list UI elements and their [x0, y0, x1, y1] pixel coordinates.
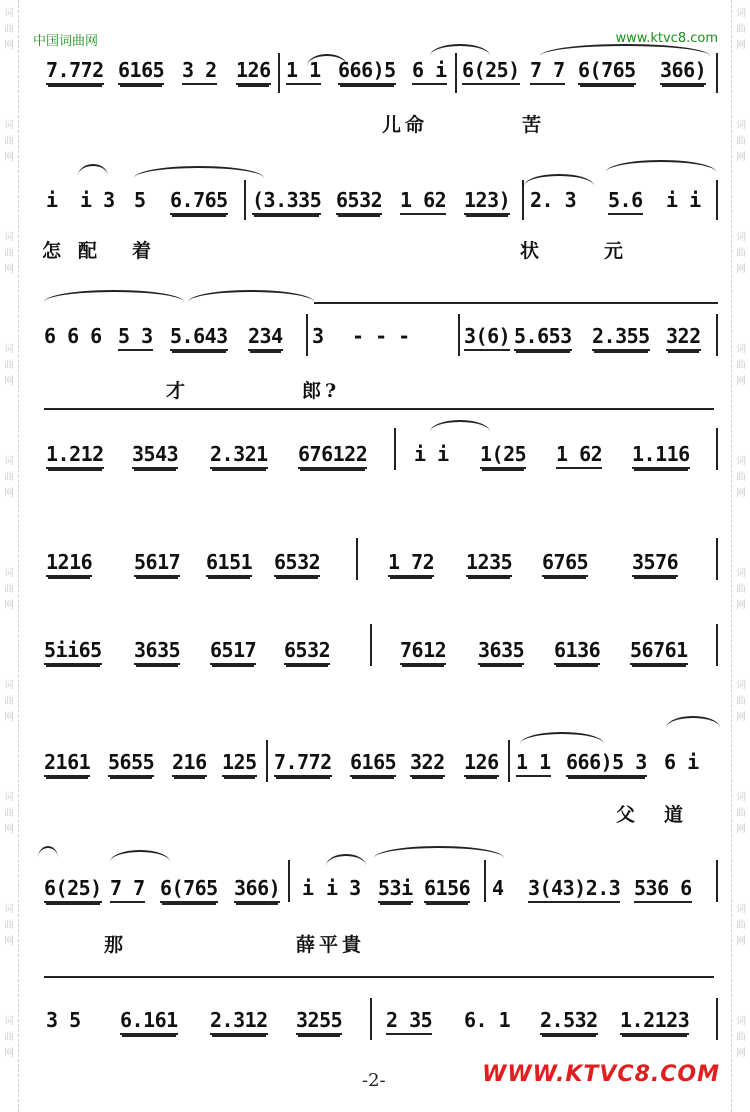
watermark-glyph: 词 — [4, 1016, 14, 1027]
note-group: 6165 — [118, 58, 164, 85]
note-group: 666)5 — [338, 58, 396, 85]
note-group: 6156 — [424, 876, 470, 903]
note-group: 6517 — [210, 638, 256, 665]
note-group: 7.772 — [274, 750, 332, 777]
note-group: i 3 — [80, 188, 115, 212]
note-group: 2. 3 — [530, 188, 577, 212]
note-group: (3.335 — [252, 188, 321, 215]
note-group: 5.6 — [608, 188, 643, 215]
note-group: 53i — [378, 876, 413, 903]
note-group: 6151 — [206, 550, 252, 577]
barline — [266, 740, 268, 782]
note-group: 3576 — [632, 550, 678, 577]
site-name-link[interactable]: 中国词曲网 — [33, 34, 99, 49]
barline — [244, 180, 246, 220]
watermark-glyph: 曲 — [736, 808, 746, 819]
score-system-8 — [30, 840, 720, 960]
note-group: 5655 — [108, 750, 154, 777]
lyric: 苦 — [522, 114, 546, 136]
note-group: 536 6 — [634, 876, 692, 903]
left-watermark-strip — [0, 0, 19, 1112]
note-group: 5.653 — [514, 324, 572, 351]
slur — [314, 302, 718, 304]
note-group: 322 — [410, 750, 445, 777]
note-group: 6136 — [554, 638, 600, 665]
watermark-glyph: 网 — [4, 152, 14, 163]
lyric: 儿命 — [382, 114, 429, 136]
lyric: 着 — [132, 240, 156, 262]
note-group: 6 i — [664, 750, 699, 774]
note-group: 2.355 — [592, 324, 650, 351]
barline — [716, 538, 718, 580]
score-system-5 — [30, 530, 720, 600]
score-system-7 — [30, 716, 720, 826]
note-group: 2.532 — [540, 1008, 598, 1035]
watermark-glyph: 网 — [736, 152, 746, 163]
watermark-glyph: 网 — [4, 488, 14, 499]
slur — [374, 846, 504, 858]
note-group: 666)5 3 — [566, 750, 647, 777]
system-divider — [44, 408, 714, 410]
watermark-glyph: 词 — [4, 456, 14, 467]
barline — [370, 624, 372, 666]
note-group: i — [302, 876, 314, 900]
note-group: 6.765 — [170, 188, 228, 215]
watermark-glyph: 曲 — [4, 248, 14, 259]
watermark-glyph: 网 — [736, 1048, 746, 1059]
slur — [38, 846, 58, 858]
note-group: 3635 — [478, 638, 524, 665]
barline — [508, 740, 510, 782]
slur — [606, 160, 716, 172]
barline — [716, 180, 718, 220]
watermark-glyph: 曲 — [736, 1032, 746, 1043]
watermark-glyph: 曲 — [736, 360, 746, 371]
note-group: 2161 — [44, 750, 90, 777]
watermark-glyph: 网 — [736, 936, 746, 947]
note-group: 126 — [464, 750, 499, 777]
watermark-glyph: 网 — [736, 376, 746, 387]
note-group: 234 — [248, 324, 283, 351]
watermark-glyph: 网 — [736, 264, 746, 275]
note-group: 1216 — [46, 550, 92, 577]
note-group: 3255 — [296, 1008, 342, 1035]
note-group: 2.321 — [210, 442, 268, 469]
score-system-3 — [30, 290, 720, 400]
note-group: 56761 — [630, 638, 688, 665]
watermark-glyph: 词 — [4, 8, 14, 19]
slur — [188, 290, 314, 302]
score-system-2 — [30, 168, 720, 268]
watermark-glyph: 曲 — [4, 584, 14, 595]
note-group: 6.161 — [120, 1008, 178, 1035]
watermark-glyph: 曲 — [736, 696, 746, 707]
watermark-glyph: 词 — [4, 344, 14, 355]
lyric: 才 — [166, 380, 190, 402]
watermark-glyph: 网 — [4, 1048, 14, 1059]
note-group: 1 62 — [556, 442, 602, 469]
score-system-4 — [30, 420, 720, 500]
lyric: 元 — [604, 240, 628, 262]
watermark-glyph: 曲 — [736, 920, 746, 931]
right-watermark-strip — [731, 0, 750, 1112]
score-system-6 — [30, 618, 720, 698]
note-group: 6(765 — [578, 58, 636, 85]
note-group: i 3 — [326, 876, 361, 900]
note-group: 123) — [464, 188, 510, 215]
note-group: 1.2123 — [620, 1008, 689, 1035]
note-group: 1 1 — [516, 750, 551, 777]
watermark-glyph: 词 — [736, 680, 746, 691]
note-group: 5.643 — [170, 324, 228, 351]
slur — [666, 716, 720, 728]
watermark-glyph: 网 — [4, 376, 14, 387]
watermark-glyph: 网 — [4, 600, 14, 611]
watermark-glyph: 曲 — [4, 1032, 14, 1043]
watermark-glyph: 曲 — [4, 136, 14, 147]
watermark-glyph: 词 — [736, 1016, 746, 1027]
note-group: i — [46, 188, 58, 212]
barline — [484, 860, 486, 902]
watermark-glyph: 曲 — [4, 808, 14, 819]
barline — [288, 860, 290, 902]
note-group: i i — [666, 188, 701, 212]
note-group: 5 3 — [118, 324, 153, 351]
watermark-glyph: 曲 — [736, 472, 746, 483]
lyric: 配 — [78, 240, 102, 262]
watermark-glyph: 网 — [4, 824, 14, 835]
barline — [716, 53, 718, 93]
watermark-glyph: 网 — [736, 488, 746, 499]
watermark-glyph: 网 — [736, 40, 746, 51]
lyric: 薛平貴 — [296, 934, 366, 956]
watermark-glyph: 词 — [736, 344, 746, 355]
barline — [278, 53, 280, 93]
barline — [306, 314, 308, 356]
watermark-glyph: 词 — [4, 232, 14, 243]
note-group: 6532 — [284, 638, 330, 665]
note-group: 3 5 — [46, 1008, 81, 1032]
note-group: 3543 — [132, 442, 178, 469]
slur — [78, 164, 108, 176]
note-group: 3(43)2.3 — [528, 876, 620, 903]
note-group: i i — [414, 442, 449, 466]
watermark-glyph: 词 — [736, 8, 746, 19]
note-group: 2 35 — [386, 1008, 432, 1035]
watermark-glyph: 网 — [736, 712, 746, 723]
slur — [430, 44, 490, 56]
watermark-glyph: 词 — [736, 568, 746, 579]
note-group: 5617 — [134, 550, 180, 577]
watermark-glyph: 词 — [4, 792, 14, 803]
barline — [394, 428, 396, 470]
note-group: 5 — [134, 188, 146, 212]
note-group: 1 1 — [286, 58, 321, 85]
slur — [520, 732, 604, 744]
note-group: 6532 — [274, 550, 320, 577]
watermark-glyph: 词 — [4, 568, 14, 579]
watermark-glyph: 词 — [736, 456, 746, 467]
note-group: 126 — [236, 58, 271, 85]
barline — [716, 428, 718, 470]
note-group: 6 6 6 — [44, 324, 102, 348]
note-group: - - - — [352, 324, 410, 348]
watermark-glyph: 曲 — [4, 24, 14, 35]
watermark-glyph: 曲 — [736, 24, 746, 35]
slur — [430, 420, 490, 432]
note-group: 216 — [172, 750, 207, 777]
barline — [356, 538, 358, 580]
note-group: 1 62 — [400, 188, 446, 215]
note-group: 6(25) — [462, 58, 520, 85]
slur — [326, 854, 366, 866]
watermark-glyph: 网 — [4, 264, 14, 275]
note-group: 3 2 — [182, 58, 217, 85]
note-group: 1 72 — [388, 550, 434, 577]
watermark-glyph: 词 — [736, 904, 746, 915]
system-divider — [44, 976, 714, 978]
watermark-glyph: 曲 — [4, 472, 14, 483]
barline — [522, 180, 524, 220]
watermark-glyph: 曲 — [736, 136, 746, 147]
note-group: 7 7 — [530, 58, 565, 85]
barline — [716, 998, 718, 1040]
note-group: 6. 1 — [464, 1008, 511, 1032]
lyric: 状 — [520, 240, 544, 262]
note-group: 3 — [312, 324, 324, 348]
watermark-glyph: 曲 — [4, 360, 14, 371]
barline — [370, 998, 372, 1040]
note-group: 6532 — [336, 188, 382, 215]
barline — [716, 624, 718, 666]
watermark-glyph: 网 — [4, 936, 14, 947]
lyric: 怎 — [42, 240, 66, 262]
watermark-glyph: 曲 — [736, 248, 746, 259]
note-group: 4 — [492, 876, 504, 900]
lyric: 父 — [616, 804, 640, 826]
note-group: 1(25 — [480, 442, 526, 469]
barline — [716, 860, 718, 902]
note-group: 1.116 — [632, 442, 690, 469]
slur — [524, 174, 594, 186]
watermark-glyph: 网 — [4, 40, 14, 51]
note-group: 6765 — [542, 550, 588, 577]
watermark-glyph: 词 — [4, 904, 14, 915]
lyric: 郎? — [302, 380, 341, 402]
lyric: 道 — [664, 804, 688, 826]
watermark-glyph: 网 — [736, 824, 746, 835]
watermark-glyph: 词 — [4, 120, 14, 131]
watermark-glyph: 词 — [4, 680, 14, 691]
barline — [716, 314, 718, 356]
note-group: 7612 — [400, 638, 446, 665]
note-group: 676122 — [298, 442, 367, 469]
note-group: 322 — [666, 324, 701, 351]
score-system-1 — [30, 48, 720, 138]
watermark-glyph: 网 — [4, 712, 14, 723]
note-group: 6165 — [350, 750, 396, 777]
note-group: 6(25) — [44, 876, 102, 903]
barline — [455, 53, 457, 93]
watermark-glyph: 曲 — [4, 920, 14, 931]
watermark-glyph: 词 — [736, 120, 746, 131]
slur — [44, 290, 184, 302]
note-group: 2.312 — [210, 1008, 268, 1035]
score-system-9 — [30, 990, 720, 1060]
watermark-glyph: 词 — [736, 232, 746, 243]
lyric: 那 — [104, 934, 128, 956]
note-group: 366) — [234, 876, 280, 903]
note-group: 3635 — [134, 638, 180, 665]
note-group: 366) — [660, 58, 706, 85]
barline — [458, 314, 460, 356]
watermark-glyph: 曲 — [736, 584, 746, 595]
site-url-link[interactable]: www.ktvc8.com — [615, 31, 718, 46]
watermark-glyph: 网 — [736, 600, 746, 611]
note-group: 7.772 — [46, 58, 104, 85]
slur — [110, 850, 170, 862]
note-group: 5ii65 — [44, 638, 102, 665]
watermark-glyph: 词 — [736, 792, 746, 803]
note-group: 6 i — [412, 58, 447, 85]
note-group: 6(765 — [160, 876, 218, 903]
note-group: 125 — [222, 750, 257, 777]
site-logo: WWW.KTVC8.COM — [482, 1062, 720, 1087]
slur — [134, 166, 264, 178]
note-group: 3(6) — [464, 324, 510, 351]
note-group: 7 7 — [110, 876, 145, 903]
note-group: 1.212 — [46, 442, 104, 469]
page-number: -2- — [362, 1070, 386, 1091]
note-group: 1235 — [466, 550, 512, 577]
watermark-glyph: 曲 — [4, 696, 14, 707]
